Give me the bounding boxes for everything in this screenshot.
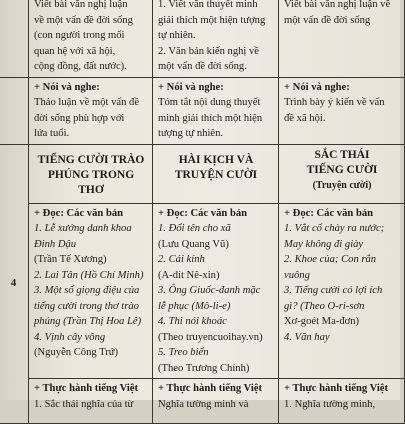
- text-line: Nghĩa tường minh và: [158, 398, 249, 410]
- text-line: quan hệ với xã hội,: [34, 45, 116, 57]
- text-line: 1. Nghĩa tường minh,: [284, 398, 376, 410]
- text-line: lứa tuổi.: [34, 128, 70, 139]
- text-line: tượng tự nhiên.: [158, 128, 224, 139]
- unit-number-cell: [0, 144, 29, 424]
- writing-row: [0, 0, 405, 77]
- reading-item: 2. Lai Tân (Hồ Chí Minh): [34, 269, 144, 281]
- row-number-cell: [0, 0, 29, 77]
- reading-item: Đinh Dậu: [34, 238, 77, 250]
- reading-cell-1: [29, 203, 153, 379]
- heading-line: HÀI KỊCH VÀ: [178, 153, 254, 166]
- section-title: + Đọc: Các văn bản: [34, 207, 124, 219]
- text-line: 2. Văn bản kiến nghị về: [158, 45, 260, 57]
- text-line: đời sống phù hợp với: [34, 112, 125, 124]
- reading-item: (Theo truyencuoihay.vn): [158, 331, 263, 343]
- reading-item: 3. Một số giọng điệu của: [34, 285, 140, 296]
- reading-item: vuông: [284, 269, 310, 281]
- reading-list-1: [34, 221, 148, 361]
- reading-item: gì? (Theo O-ri-sơn: [284, 300, 365, 312]
- reading-item: 4. Vịnh cây vông: [34, 331, 106, 343]
- section-title: + Thực hành tiếng Việt: [158, 383, 263, 394]
- reading-item: May không đi giày: [284, 238, 364, 250]
- heading-line: TIẾNG CƯỜI: [306, 163, 378, 176]
- text-line: một vấn đề đời sống.: [158, 61, 247, 72]
- heading-line: TRUYỆN CƯỜI: [174, 168, 258, 181]
- text-line: cộng đồng, đất nước).: [34, 61, 127, 72]
- reading-item: 2. Cái kính: [158, 254, 205, 265]
- section-title: + Thực hành tiếng Việt: [284, 383, 389, 394]
- reading-item: (Trần Tế Xương): [34, 254, 107, 265]
- speaking-cell-1: [29, 77, 153, 144]
- reading-item: tiếng cười trong thơ trào: [34, 300, 139, 312]
- text-line: giải thích một hiện tượng: [158, 14, 266, 26]
- section-title: + Nói và nghe:: [158, 81, 224, 93]
- reading-item: phúng (Trần Thị Hoa Lê): [34, 316, 142, 327]
- text-line: Tóm tắt nội dung thuyết: [158, 97, 261, 108]
- text-line: Viết bài văn nghị luận về: [284, 0, 391, 10]
- unit-heading-2: [153, 144, 279, 203]
- text-line: một vấn đề đời sống: [284, 14, 371, 26]
- writing-cell-2: [153, 0, 279, 77]
- reading-item: Xơ-goét Ma-đơn): [284, 316, 360, 327]
- reading-item: 4. Văn hay: [284, 331, 330, 343]
- text-line: 1. Viết văn thuyết minh: [158, 0, 258, 10]
- reading-item: 5. Treo biển: [158, 347, 209, 358]
- text-line: Thảo luận về một vấn đề: [34, 97, 140, 108]
- reading-item: 3. Ông Giuốc-đanh mặc: [158, 285, 261, 296]
- heading-line: PHÚNG TRONG THƠ: [47, 168, 135, 196]
- reading-item: 1. Vắt cổ chày ra nước;: [284, 223, 385, 234]
- speaking-cell-2: [153, 77, 279, 144]
- text-line: (con người trong mối: [34, 30, 125, 41]
- reading-list-3: [284, 221, 400, 345]
- reading-row: [0, 203, 405, 379]
- reading-list-2: [158, 221, 274, 376]
- practice-cell-1: [29, 379, 153, 424]
- reading-cell-2: [153, 203, 279, 379]
- reading-item: (Nguyễn Công Trứ): [34, 347, 119, 358]
- unit-header-row: [0, 144, 405, 203]
- row-number-cell: [0, 77, 29, 144]
- speaking-cell-3: [279, 77, 405, 144]
- heading-line: SẮC THÁI: [314, 148, 370, 161]
- reading-item: (Theo Trương Chính): [158, 362, 250, 374]
- text-line: Trình bày ý kiến về vấn: [284, 97, 385, 108]
- speaking-row: [0, 77, 405, 144]
- reading-item: (Lưu Quang Vũ): [158, 238, 229, 250]
- text-line: đề xã hội.: [284, 112, 326, 124]
- reading-item: 4. Thi nói khoác: [158, 316, 227, 327]
- reading-cell-3: [279, 203, 405, 379]
- practice-cell-2: [153, 379, 279, 424]
- text-line: 1. Sắc thái nghĩa của từ: [34, 398, 134, 410]
- section-title: + Đọc: Các văn bản: [158, 207, 248, 219]
- text-line: minh giải thích một hiện: [158, 112, 263, 124]
- text-line: về một vấn đề đời sống: [34, 14, 133, 26]
- section-title: + Nói và nghe:: [284, 81, 350, 93]
- reading-item: 3. Tiếng cười có lợi ích: [284, 285, 383, 296]
- section-title: + Đọc: Các văn bản: [284, 207, 374, 219]
- unit-heading-1: [29, 144, 153, 203]
- heading-subtitle: (Truyện cười): [312, 179, 372, 191]
- section-title: + Thực hành tiếng Việt: [34, 383, 139, 394]
- reading-item: lễ phục (Mô-li-e): [158, 300, 231, 312]
- heading-line: TIẾNG CƯỜI TRÀO: [37, 153, 145, 166]
- text-line: tự nhiên.: [158, 30, 196, 41]
- writing-cell-3: [279, 0, 405, 77]
- writing-cell-1: [29, 0, 153, 77]
- reading-item: 1. Lễ xướng danh khoa: [34, 223, 132, 234]
- reading-item: (A-dít Nê-xin): [158, 269, 220, 281]
- reading-item: 1. Đổi tên cho xã: [158, 223, 231, 234]
- unit-number: 4: [10, 277, 17, 289]
- text-line: Viết bài văn nghị luận: [34, 0, 128, 10]
- section-title: + Nói và nghe:: [34, 81, 100, 93]
- practice-cell-3: [279, 379, 405, 424]
- unit-heading-3: [279, 144, 405, 203]
- language-practice-row: [0, 379, 405, 424]
- reading-item: 2. Khoe của; Con rắn: [284, 254, 377, 265]
